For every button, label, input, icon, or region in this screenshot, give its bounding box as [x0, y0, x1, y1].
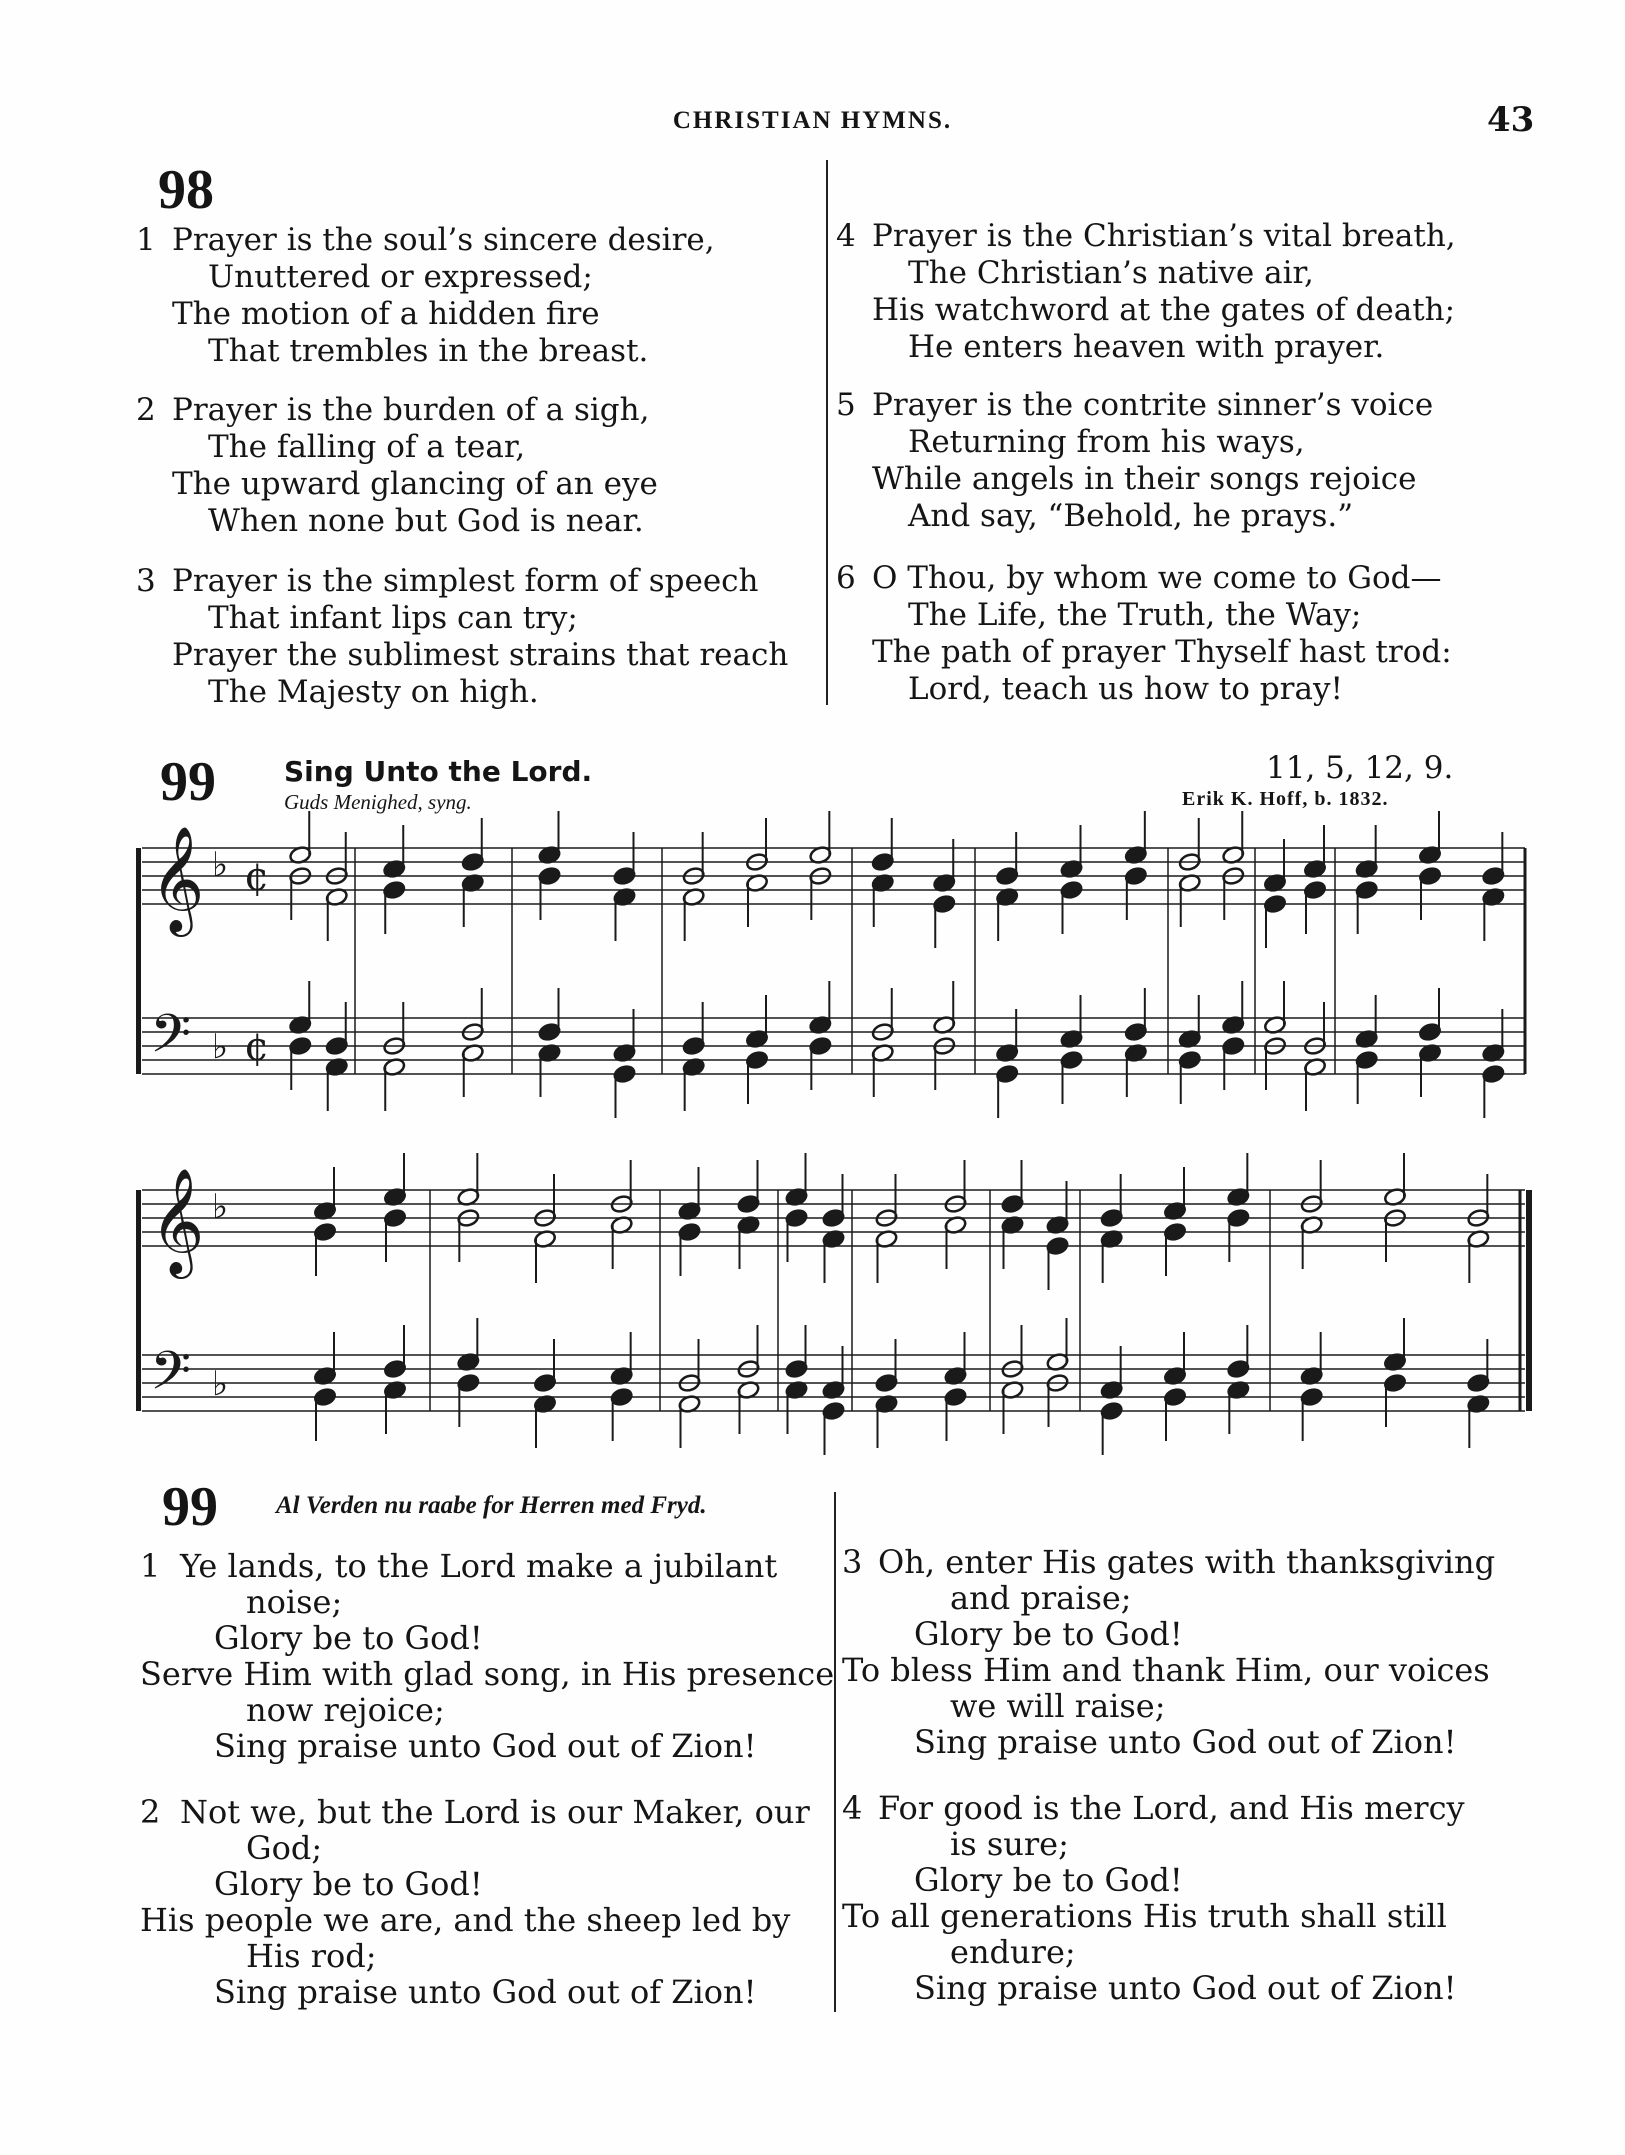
page-number: 43: [1487, 100, 1535, 140]
tune-99-number: 99: [160, 751, 216, 813]
verse-line: For good is the Lord, and His mercy: [878, 1789, 1465, 1827]
verse-line: His rod;: [246, 1937, 377, 1975]
verse-line: His people we are, and the sheep led by: [140, 1901, 791, 1939]
verse-line: The Christian’s native air,: [908, 255, 1314, 291]
verse-line: Sing praise unto God out of Zion!: [914, 1723, 1457, 1761]
verse-number: 6: [836, 560, 856, 596]
flat-sign-icon: ♭: [212, 845, 229, 885]
hymn-99-verse-1: [140, 1548, 834, 1764]
verse-line: The Life, the Truth, the Way;: [908, 597, 1362, 633]
tune-meter: 11, 5, 12, 9.: [1266, 750, 1454, 786]
verse-line: Glory be to God!: [214, 1619, 483, 1657]
running-title: CHRISTIAN HYMNS.: [672, 107, 953, 134]
hymn-99-verse-4: [842, 1790, 1465, 2006]
hymn-99-number: 99: [162, 1476, 218, 1538]
verse-line: Unuttered or expressed;: [208, 259, 593, 295]
verse-line: The motion of a hidden fire: [172, 296, 600, 332]
verse-line: we will raise;: [950, 1687, 1166, 1725]
verse-line: Prayer is the Christian’s vital breath,: [872, 218, 1456, 254]
flat-sign-icon: ♭: [212, 1027, 229, 1067]
verse-line: Sing praise unto God out of Zion!: [914, 1969, 1457, 2007]
verse-line: Prayer is the simplest form of speech: [172, 563, 759, 599]
bass-clef-icon: 𝄢: [150, 1004, 192, 1078]
bass-clef-icon: 𝄢: [150, 1341, 192, 1415]
verse-line: Glory be to God!: [914, 1615, 1183, 1653]
time-signature-icon: ¢: [244, 1024, 270, 1070]
verse-line: is sure;: [950, 1825, 1069, 1863]
verse-line: Prayer the sublimest strains that reach: [172, 637, 789, 673]
column-rule: [834, 1492, 836, 2012]
time-signature-icon: ¢: [244, 854, 270, 900]
danish-title: Al Verden nu raabe for Herren med Fryd.: [276, 1492, 707, 1519]
verse-number: 2: [136, 392, 156, 428]
verse-line: When none but God is near.: [208, 503, 644, 539]
verse-line: That infant lips can try;: [208, 600, 578, 636]
verse-line: Lord, teach us how to pray!: [908, 671, 1343, 707]
tune-subtitle: Guds Menighed, syng.: [284, 790, 472, 814]
verse-line: The upward glancing of an eye: [172, 466, 658, 502]
verse-number: 1: [136, 222, 156, 258]
verse-line: Sing praise unto God out of Zion!: [214, 1973, 757, 2011]
verse-number: 5: [836, 387, 856, 423]
verse-line: He enters heaven with prayer.: [908, 329, 1385, 365]
verse-line: Prayer is the burden of a sigh,: [172, 392, 650, 428]
verse-line: The path of prayer Thyself hast trod:: [872, 634, 1452, 670]
verse-line: The Majesty on high.: [208, 674, 539, 710]
verse-line: Glory be to God!: [914, 1861, 1183, 1899]
verse-line: O Thou, by whom we come to God—: [872, 560, 1442, 596]
final-barline: [1526, 1190, 1532, 1411]
tune-composer: Erik K. Hoff, b. 1832.: [1182, 788, 1389, 810]
verse-number: 3: [842, 1543, 863, 1581]
verse-number: 1: [140, 1547, 161, 1585]
tune-title: Sing Unto the Lord.: [284, 755, 593, 788]
verse-line: God;: [246, 1829, 323, 1867]
system-bracket: [136, 848, 141, 1074]
verse-line: Prayer is the soul’s sincere desire,: [172, 222, 715, 258]
verse-line: endure;: [950, 1933, 1076, 1971]
verse-line: To bless Him and thank Him, our voices: [842, 1651, 1490, 1689]
hymn-99-verse-2: [140, 1794, 810, 2010]
verse-line: That trembles in the breast.: [208, 333, 649, 369]
hymn-98-number: 98: [158, 159, 214, 221]
verse-line: and praise;: [950, 1579, 1132, 1617]
verse-line: And say, “Behold, he prays.”: [908, 498, 1354, 534]
verse-line: now rejoice;: [246, 1691, 445, 1729]
treble-clef-icon: 𝄞: [150, 825, 205, 932]
verse-line: noise;: [246, 1583, 343, 1621]
verse-number: 3: [136, 563, 156, 599]
verse-number: 4: [836, 218, 856, 254]
verse-line: Sing praise unto God out of Zion!: [214, 1727, 757, 1765]
verse-line: Glory be to God!: [214, 1865, 483, 1903]
verse-number: 2: [140, 1793, 161, 1831]
treble-clef-icon: 𝄞: [150, 1167, 205, 1274]
verse-line: His watchword at the gates of death;: [872, 292, 1456, 328]
verse-line: While angels in their songs rejoice: [872, 461, 1417, 497]
verse-line: To all generations His truth shall still: [842, 1897, 1447, 1935]
verse-line: The falling of a tear,: [208, 429, 526, 465]
system-bracket: [136, 1190, 141, 1411]
verse-line: Ye lands, to the Lord make a jubilant: [180, 1547, 778, 1585]
flat-sign-icon: ♭: [212, 1364, 229, 1404]
verse-number: 4: [842, 1789, 863, 1827]
flat-sign-icon: ♭: [212, 1187, 229, 1227]
verse-line: Oh, enter His gates with thanksgiving: [878, 1543, 1496, 1581]
verse-line: Returning from his ways,: [908, 424, 1305, 460]
verse-line: Not we, but the Lord is our Maker, our: [180, 1793, 810, 1831]
verse-line: Prayer is the contrite sinner’s voice: [872, 387, 1434, 423]
hymn-99-verse-3: [842, 1544, 1495, 1760]
verse-line: Serve Him with glad song, in His presence: [140, 1655, 835, 1693]
